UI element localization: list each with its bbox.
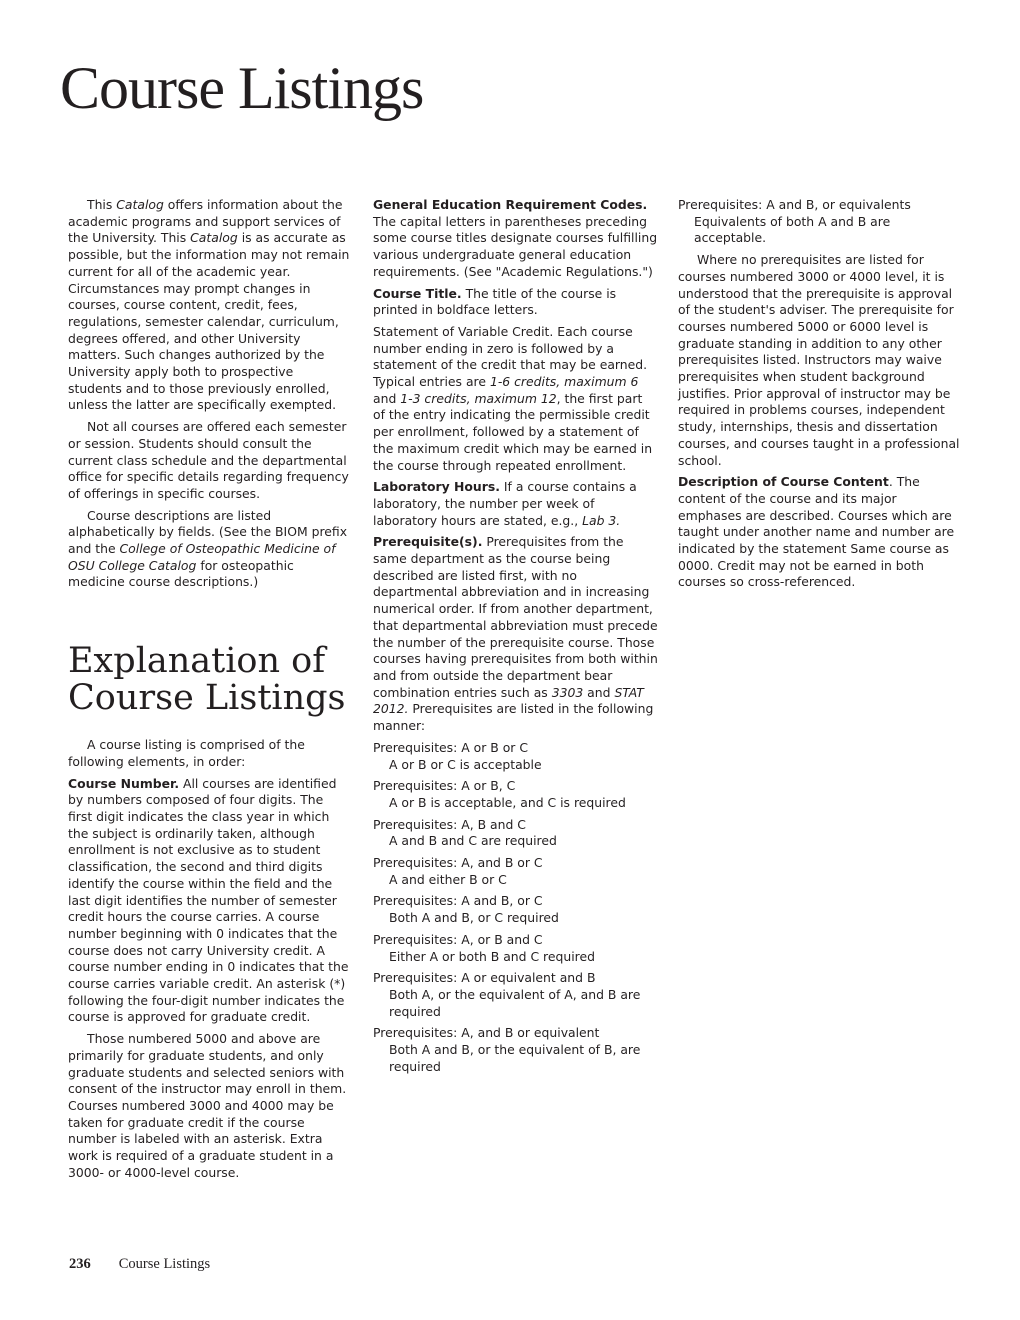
prereq-example: Prerequisites: A and B, or C Both A and B, or C required — [373, 893, 559, 926]
page-number: 236 — [69, 1256, 91, 1272]
graduate-credit-paragraph: Those numbered 5000 and above are primarily for graduate students, and only graduate students and selected seniors with consent of the instructor may enroll in them. Courses numbered 3000 and 4000 may be taken for graduate credit if the course number is labeled with an asterisk. Extra work is required of a graduate student in a 3000- or 4000-level course. — [68, 1031, 347, 1180]
intro-paragraph-1: This Catalog offers information about the academic programs and support services of the University. This Catalog is as accurate as possible, but the information may not remain current for all of the academic year. Circumstances may prompt changes in courses, course content, credit, fees, regulations, semester calendar, curriculum, degrees offered, and other University matters. Such changes authorized by the University apply both to prospective students and to those previously enrolled, unless the latter are specifically exempted. — [68, 197, 350, 413]
no-prereq-paragraph: Where no prerequisites are listed for courses numbered 3000 or 4000 level, it is understood that the prerequisite is approval of the student's adviser. The prerequisite for courses numbered 5000 or 6000 level is graduate standing in addition to any other prerequisites listed. Instructors may waive prerequisites when student background justifies. Prior approval of instructor may be required in problems courses, independent study, internships, thesis and dissertation courses, and courses taught in a professional school. — [678, 252, 960, 468]
explanation-intro: A course listing is comprised of the following elements, in order: — [68, 737, 305, 769]
prereq-example: Prerequisites: A or equivalent and B Both A, or the equivalent of A, and B are required — [373, 970, 641, 1019]
footer-section: Course Listings — [118, 1256, 211, 1272]
page-footer — [69, 1256, 210, 1273]
prereq-example: Prerequisites: A, or B and C Either A or both B and C required — [373, 931, 595, 964]
prereq-example: Prerequisites: A or B or C A or B or C is acceptable — [373, 739, 542, 772]
prereq-example: Prerequisites: A or B, C A or B is acceptable, and C is required — [373, 778, 626, 810]
variable-credit-paragraph: Statement of Variable Credit. Each course number ending in zero is followed by a statement of the credit that may be earned. Typical entries are 1-6 credits, maximum 6 and 1-3 credits, maximum 12, the first part of the entry indicating the permissible credit per enrollment, followed by a statement of the maximum credit which may be earned in the course through repeated enrollment. — [373, 323, 653, 473]
lab-hours-paragraph: Laboratory Hours. If a course contains a laboratory, the number per week of laboratory hours are stated, e.g., Lab 3. — [373, 479, 637, 528]
column-1 — [68, 197, 350, 1186]
prereq-example: Prerequisites: A and B, or equivalents Equivalents of both A and B are acceptable. — [678, 197, 911, 246]
course-number-paragraph: Course Number. All courses are identified by numbers composed of four digits. The first digit indicates the class year in which the subject is ordinarily taken, although enrollment is not exclusive as to student classification, the second and third digits identify the course within the field and the last digit identifies the number of semester credit hours the course carries. A course number beginning with 0 indicates that the course does not carry University credit. A course number ending in 0 indicates that the course carries variable credit. An asterisk (*) following the four-digit number indicates the course is approved for graduate credit. — [68, 775, 349, 1025]
prereq-example: Prerequisites: A, and B or equivalent Both A and B, or the equivalent of B, are required — [373, 1025, 641, 1074]
prereq-example: Prerequisites: A, and B or C A and either B or C — [373, 855, 543, 887]
section-heading: Explanation of Course Listings — [68, 641, 346, 719]
gen-ed-paragraph: General Education Requirement Codes. The capital letters in parentheses preceding some course titles designate courses fulfilling various undergraduate general education requirements. (See "Academic Regulations.") — [373, 197, 658, 279]
course-title-paragraph: Course Title. The title of the course is printed in boldface letters. — [373, 285, 617, 318]
description-paragraph: Description of Course Content. The content of the course and its major emphases are described. Courses which are taught under another name and number are indicated by the statement Same course as 0000. Credit may not be earned in both courses so cross-referenced. — [678, 474, 955, 590]
prerequisites-paragraph: Prerequisite(s). Prerequisites from the same department as the course being described are listed first, with no departmental abbreviation and in increasing numerical order. If from another department, that departmental abbreviation must precede the number of the prerequisite course. Those courses having prerequisites from both within and from outside the department bear combination entries such as 3303 and STAT 2012. Prerequisites are listed in the following manner: — [373, 534, 658, 734]
column-3 — [678, 197, 963, 596]
column-2 — [373, 197, 658, 1080]
intro-paragraph-2: Not all courses are offered each semester or session. Students should consult the current class schedule and the departmental office for specific details regarding frequency of offerings in specific courses. — [68, 419, 349, 501]
page-title: Course Listings — [60, 55, 424, 121]
intro-paragraph-3: Course descriptions are listed alphabetically by fields. (See the BIOM prefix and the College of Osteopathic Medicine of OSU College Catalog for osteopathic medicine course descriptions.) — [68, 507, 348, 590]
prereq-example: Prerequisites: A, B and C A and B and C are required — [373, 816, 557, 849]
